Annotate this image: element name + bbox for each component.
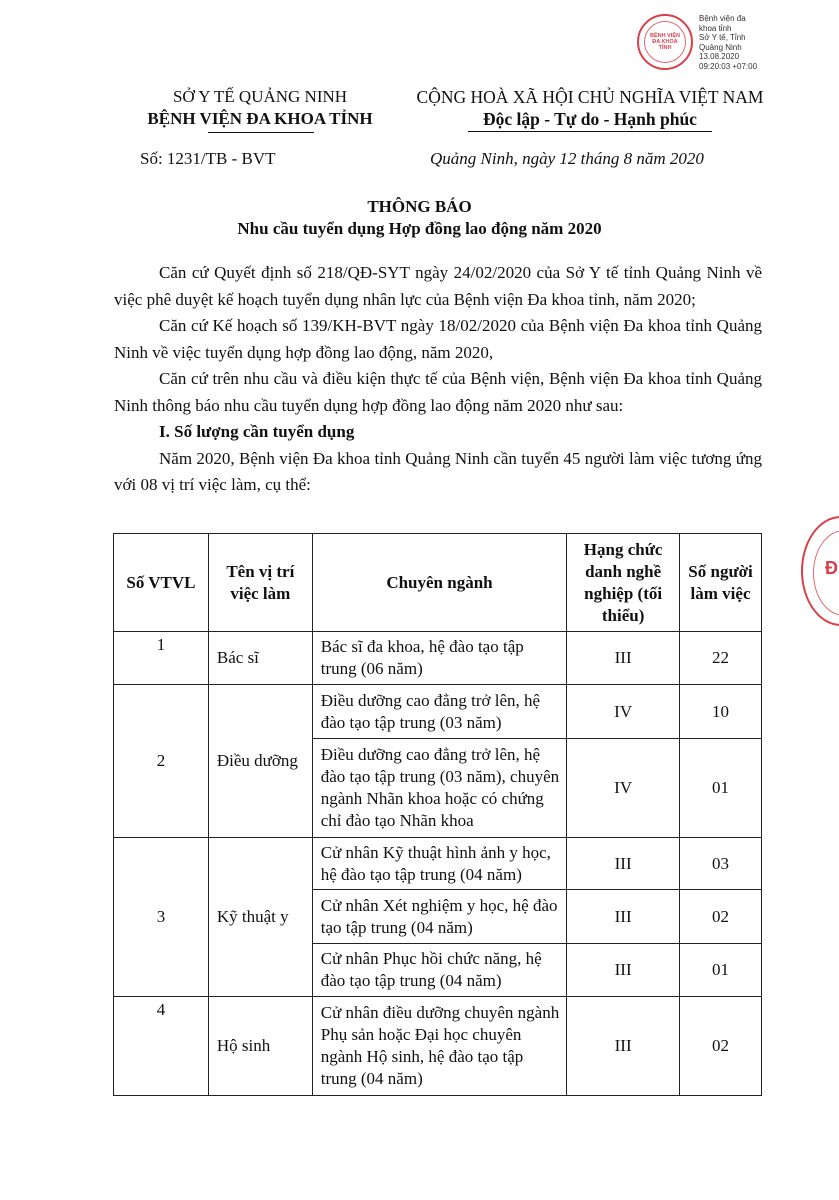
cell-rank: III — [567, 838, 680, 890]
cell-position: Hộ sinh — [208, 997, 312, 1096]
table-header-row — [114, 534, 762, 632]
cell-rank: IV — [567, 739, 680, 838]
section-heading: I. Số lượng cần tuyển dụng — [159, 422, 355, 441]
cell-count: 10 — [680, 685, 762, 739]
recruitment-table — [113, 533, 762, 1096]
cell-rank: III — [567, 890, 680, 944]
document-number: Số: 1231/TB - BVT — [140, 149, 276, 168]
cell-specialty: Cử nhân điều dưỡng chuyên ngành Phụ sản hoặc Đại học chuyên ngành Hộ sinh, hệ đào tạo tập trung (04 năm) — [312, 997, 566, 1096]
cell-no: 4 — [114, 997, 209, 1096]
sig-line: Sở Y tế, Tỉnh — [699, 33, 746, 42]
organization-block — [110, 86, 410, 130]
side-seal-stamp: Đ — [801, 516, 839, 626]
cell-specialty: Cử nhân Kỹ thuật hình ảnh y học, hệ đào tạo tập trung (04 năm) — [312, 838, 566, 890]
document-date: Quảng Ninh, ngày 12 tháng 8 năm 2020 — [430, 149, 704, 168]
table-row — [114, 632, 762, 685]
cell-rank: III — [567, 632, 680, 685]
cell-specialty: Điều dưỡng cao đẳng trở lên, hệ đào tạo tập trung (03 năm), chuyên ngành Nhãn khoa hoặc có chứng chỉ đào tạo Nhãn khoa — [312, 739, 566, 838]
cell-specialty: Điều dưỡng cao đẳng trở lên, hệ đào tạo tập trung (03 năm) — [312, 685, 566, 739]
digital-signature-info — [699, 14, 819, 71]
cell-specialty: Cử nhân Xét nghiệm y học, hệ đào tạo tập trung (04 năm) — [312, 890, 566, 944]
header-specialty: Chuyên ngành — [312, 534, 566, 632]
sig-line: 13.08.2020 — [699, 52, 740, 61]
cell-position: Điều dưỡng — [208, 685, 312, 838]
cell-count: 01 — [680, 944, 762, 997]
cell-position: Bác sĩ — [208, 632, 312, 685]
header-count: Số người làm việc — [680, 534, 762, 632]
sig-line: Quảng Ninh — [699, 42, 742, 52]
table-row — [114, 997, 762, 1096]
paragraph-basis-2: Căn cứ Kế hoạch số 139/KH-BVT ngày 18/02/2020 của Bệnh viện Đa khoa tỉnh Quảng Ninh về việc tuyển dụng hợp đồng lao động, năm 2020, — [114, 316, 762, 362]
table-row — [114, 685, 762, 739]
cell-count: 02 — [680, 890, 762, 944]
cell-position: Kỹ thuật y — [208, 838, 312, 997]
sig-line: 09:20:03 +07:00 — [699, 61, 758, 71]
paragraph-basis-3: Căn cứ trên nhu cầu và điều kiện thực tế của Bệnh viện, Bệnh viện Đa khoa tỉnh Quảng Ninh thông báo nhu cầu tuyển dụng hợp đồng lao động năm 2020 như sau: — [114, 369, 762, 415]
cell-no: 1 — [114, 632, 209, 685]
cell-rank: III — [567, 944, 680, 997]
sig-line: khoa tỉnh — [699, 23, 732, 33]
motto-underline — [468, 131, 712, 132]
national-motto-block — [400, 86, 780, 130]
stamp-text: BỆNH VIỆN ĐA KHOA TỈNH — [650, 33, 680, 51]
paragraph-summary: Năm 2020, Bệnh viện Đa khoa tỉnh Quảng Ninh cần tuyển 45 người làm việc tương ứng với 08 vị trí việc làm, cụ thể: — [114, 448, 762, 494]
header-rank: Hạng chức danh nghề nghiệp (tối thiểu) — [567, 534, 680, 632]
table-row — [114, 838, 762, 890]
cell-no: 2 — [114, 685, 209, 838]
document-title — [0, 196, 839, 240]
sig-line: Bệnh viện đa — [699, 14, 746, 23]
cell-count: 22 — [680, 632, 762, 685]
header-position-number: Số VTVL — [114, 534, 209, 632]
document-body — [114, 260, 762, 499]
cell-count: 02 — [680, 997, 762, 1096]
nation-name: CỘNG HOÀ XÃ HỘI CHỦ NGHĨA VIỆT NAM — [416, 87, 764, 107]
cell-no: 3 — [114, 838, 209, 997]
title-sub: Nhu cầu tuyển dụng Hợp đồng lao động năm 2020 — [237, 219, 602, 238]
org-underline — [208, 132, 314, 133]
motto: Độc lập - Tự do - Hạnh phúc — [483, 109, 697, 129]
cell-count: 01 — [680, 739, 762, 838]
title-main: THÔNG BÁO — [367, 197, 472, 216]
cell-specialty: Cử nhân Phục hồi chức năng, hệ đào tạo tập trung (04 năm) — [312, 944, 566, 997]
cell-rank: IV — [567, 685, 680, 739]
cell-rank: III — [567, 997, 680, 1096]
paragraph-basis-1: Căn cứ Quyết định số 218/QĐ-SYT ngày 24/02/2020 của Sở Y tế tỉnh Quảng Ninh về việc phê duyệt kế hoạch tuyển dụng nhân lực của Bệnh viện Đa khoa tỉnh, năm 2020; — [114, 263, 762, 309]
red-stamp-seal — [637, 14, 693, 70]
header-position-name: Tên vị trí việc làm — [208, 534, 312, 632]
cell-specialty: Bác sĩ đa khoa, hệ đào tạo tập trung (06 năm) — [312, 632, 566, 685]
hospital-name: BỆNH VIỆN ĐA KHOA TỈNH — [147, 109, 373, 128]
cell-count: 03 — [680, 838, 762, 890]
ministry-name: SỞ Y TẾ QUẢNG NINH — [172, 87, 348, 106]
